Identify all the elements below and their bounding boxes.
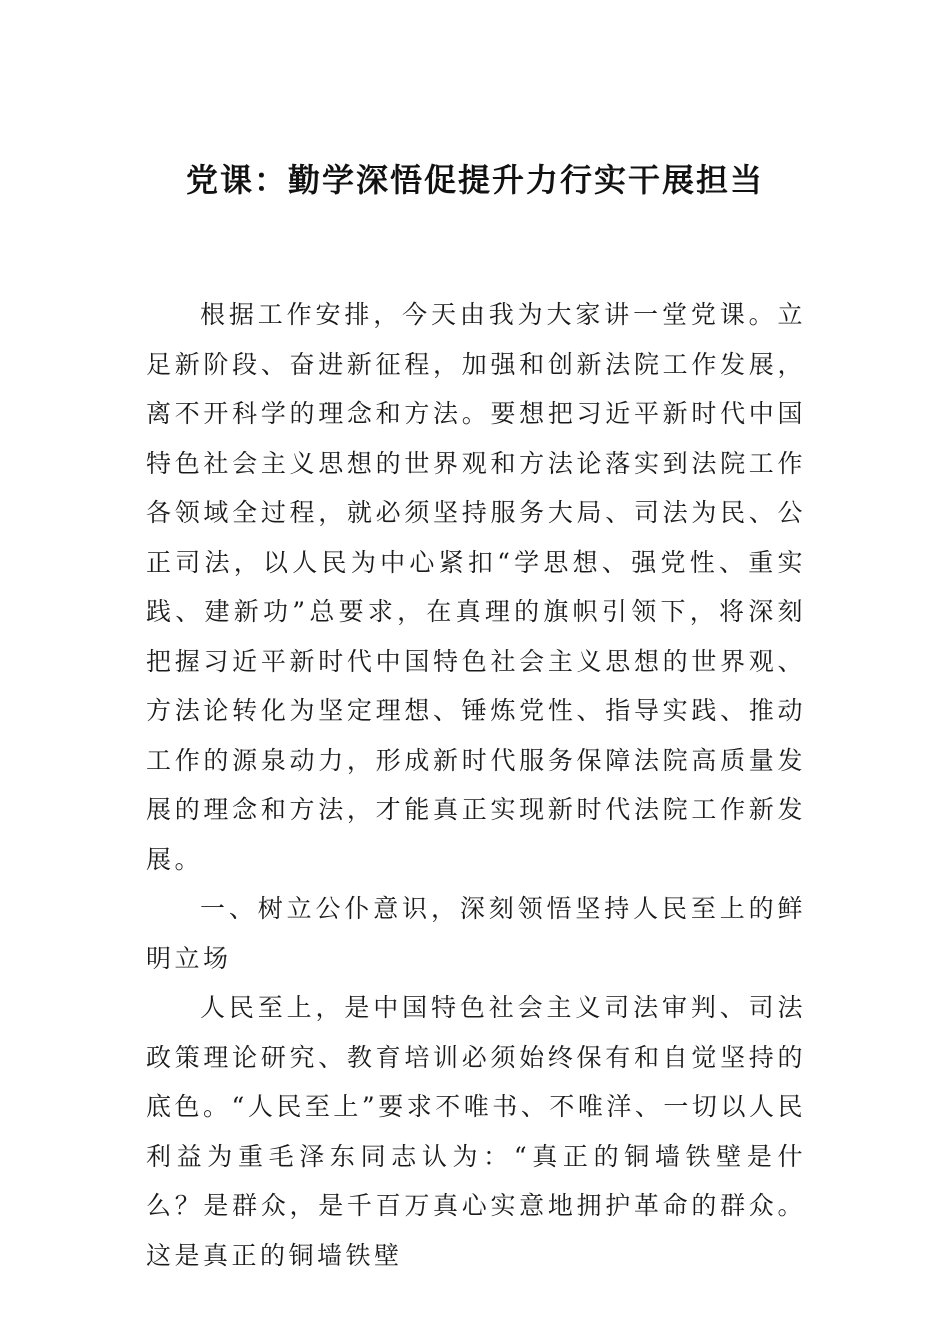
- document-title: 党课：勤学深悟促提升力行实干展担当: [185, 161, 764, 199]
- document-body: [146, 290, 806, 1280]
- intro-paragraph: 根据工作安排，今天由我为大家讲一堂党课。立足新阶段、奋进新征程，加强和创新法院工作发展，离不开科学的理念和方法。要想把习近平新时代中国特色社会主义思想的世界观和方法论落实到法院工作各领域全过程，就必须坚持服务大局、司法为民、公正司法，以人民为中心紧扣“学思想、强党性、重实践、建新功”总要求，在真理的旗帜引领下，将深刻把握习近平新时代中国特色社会主义思想的世界观、方法论转化为坚定理想、锤炼党性、指导实践、推动工作的源泉动力，形成新时代服务保障法院高质量发展的理念和方法，才能真正实现新时代法院工作新发展。: [146, 300, 806, 874]
- section-paragraph-1: 人民至上，是中国特色社会主义司法审判、司法政策理论研究、教育培训必须始终保有和自觉坚持的底色。“人民至上”要求不唯书、不唯洋、一切以人民利益为重毛泽东同志认为：“真正的铜墙铁壁是什么？是群众，是千百万真心实意地拥护革命的群众。这是真正的铜墙铁壁: [146, 993, 806, 1270]
- section-heading-1: 一、树立公仆意识，深刻领悟坚持人民至上的鲜明立场: [146, 894, 806, 973]
